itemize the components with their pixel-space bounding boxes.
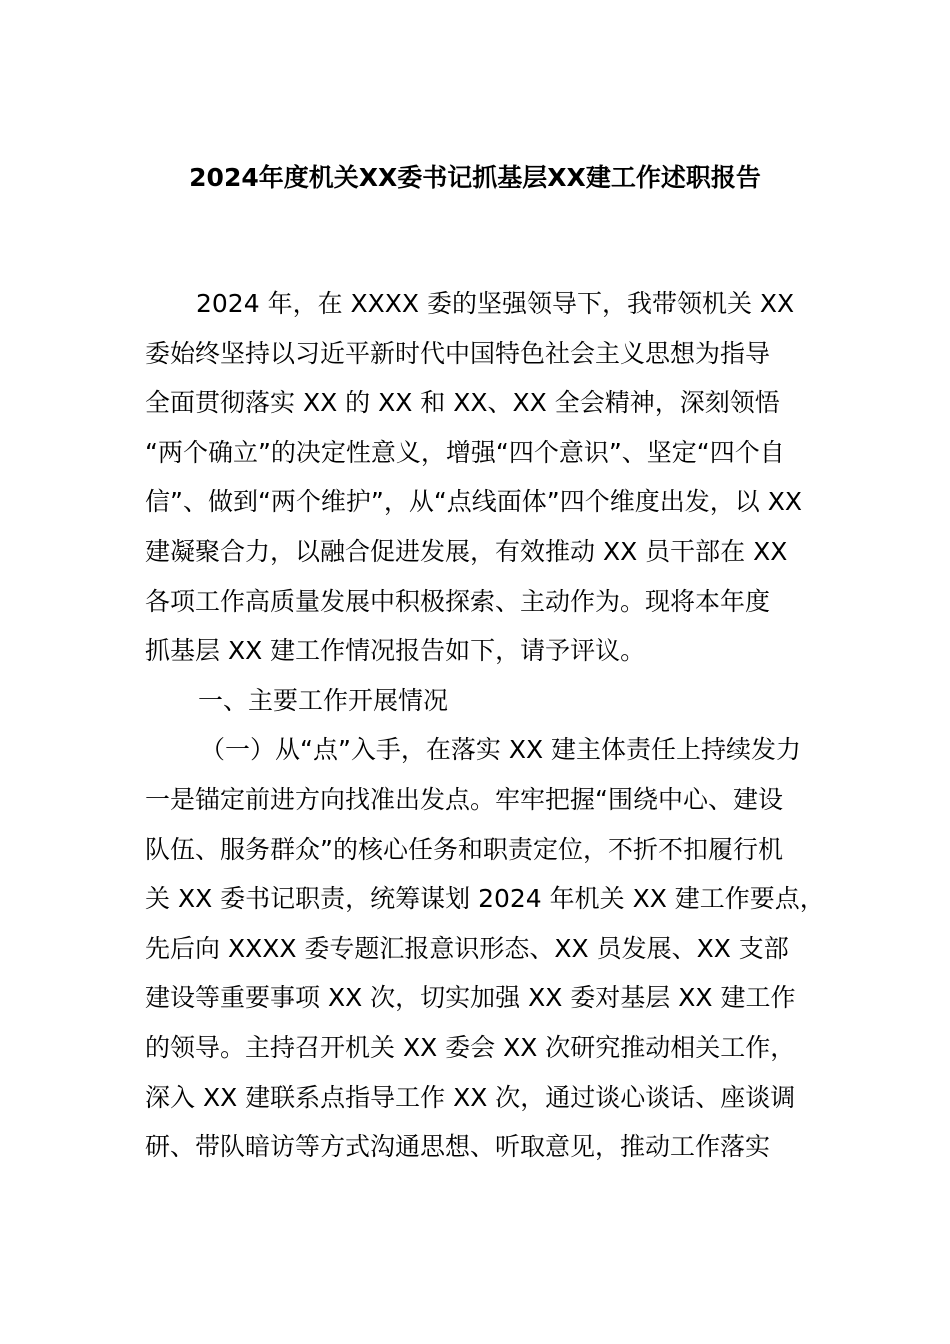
paragraph-line: 委始终坚持以习近平新时代中国特色社会主义思想为指导	[145, 338, 771, 368]
paragraph-line: 建设等重要事项 XX 次，切实加强 XX 委对基层 XX 建工作	[145, 983, 796, 1013]
paragraph-line: 先后向 XXXX 委专题汇报意识形态、XX 员发展、XX 支部	[145, 933, 789, 963]
paragraph-line: 全面贯彻落实 XX 的 XX 和 XX、XX 全会精神，深刻领悟	[145, 388, 780, 418]
paragraph-line: 关 XX 委书记职责，统筹谋划 2024 年机关 XX 建工作要点，	[145, 884, 825, 914]
document-title: 2024年度机关XX委书记抓基层XX建工作述职报告	[189, 163, 761, 192]
paragraph-line: “两个确立”的决定性意义，增强“四个意识”、坚定“四个自	[145, 437, 785, 467]
paragraph-line: 一是锚定前进方向找准出发点。牢牢把握“围绕中心、建设	[145, 784, 783, 814]
paragraph-line: 建凝聚合力，以融合促进发展，有效推动 XX 员干部在 XX	[145, 536, 788, 566]
subsection-heading: （一）从“点”入手，在落实 XX 建主体责任上持续发力	[200, 735, 802, 765]
paragraph-line: 研、带队暗访等方式沟通思想、听取意见，推动工作落实	[145, 1132, 771, 1162]
paragraph-line: 各项工作高质量发展中积极探索、主动作为。现将本年度	[145, 586, 771, 616]
paragraph-line: 队伍、服务群众”的核心任务和职责定位，不折不扣履行机	[145, 834, 783, 864]
paragraph-line: 抓基层 XX 建工作情况报告如下，请予评议。	[145, 636, 646, 666]
paragraph-line: 信”、做到“两个维护”，从“点线面体”四个维度出发，以 XX	[145, 487, 802, 517]
paragraph-line: 深入 XX 建联系点指导工作 XX 次，通过谈心谈话、座谈调	[145, 1082, 796, 1112]
paragraph-line: 的领导。主持召开机关 XX 委会 XX 次研究推动相关工作，	[145, 1032, 796, 1062]
section-heading: 一、主要工作开展情况	[198, 685, 449, 715]
paragraph-line: 2024 年，在 XXXX 委的坚强领导下，我带领机关 XX	[196, 289, 795, 318]
document-body	[145, 279, 835, 1172]
